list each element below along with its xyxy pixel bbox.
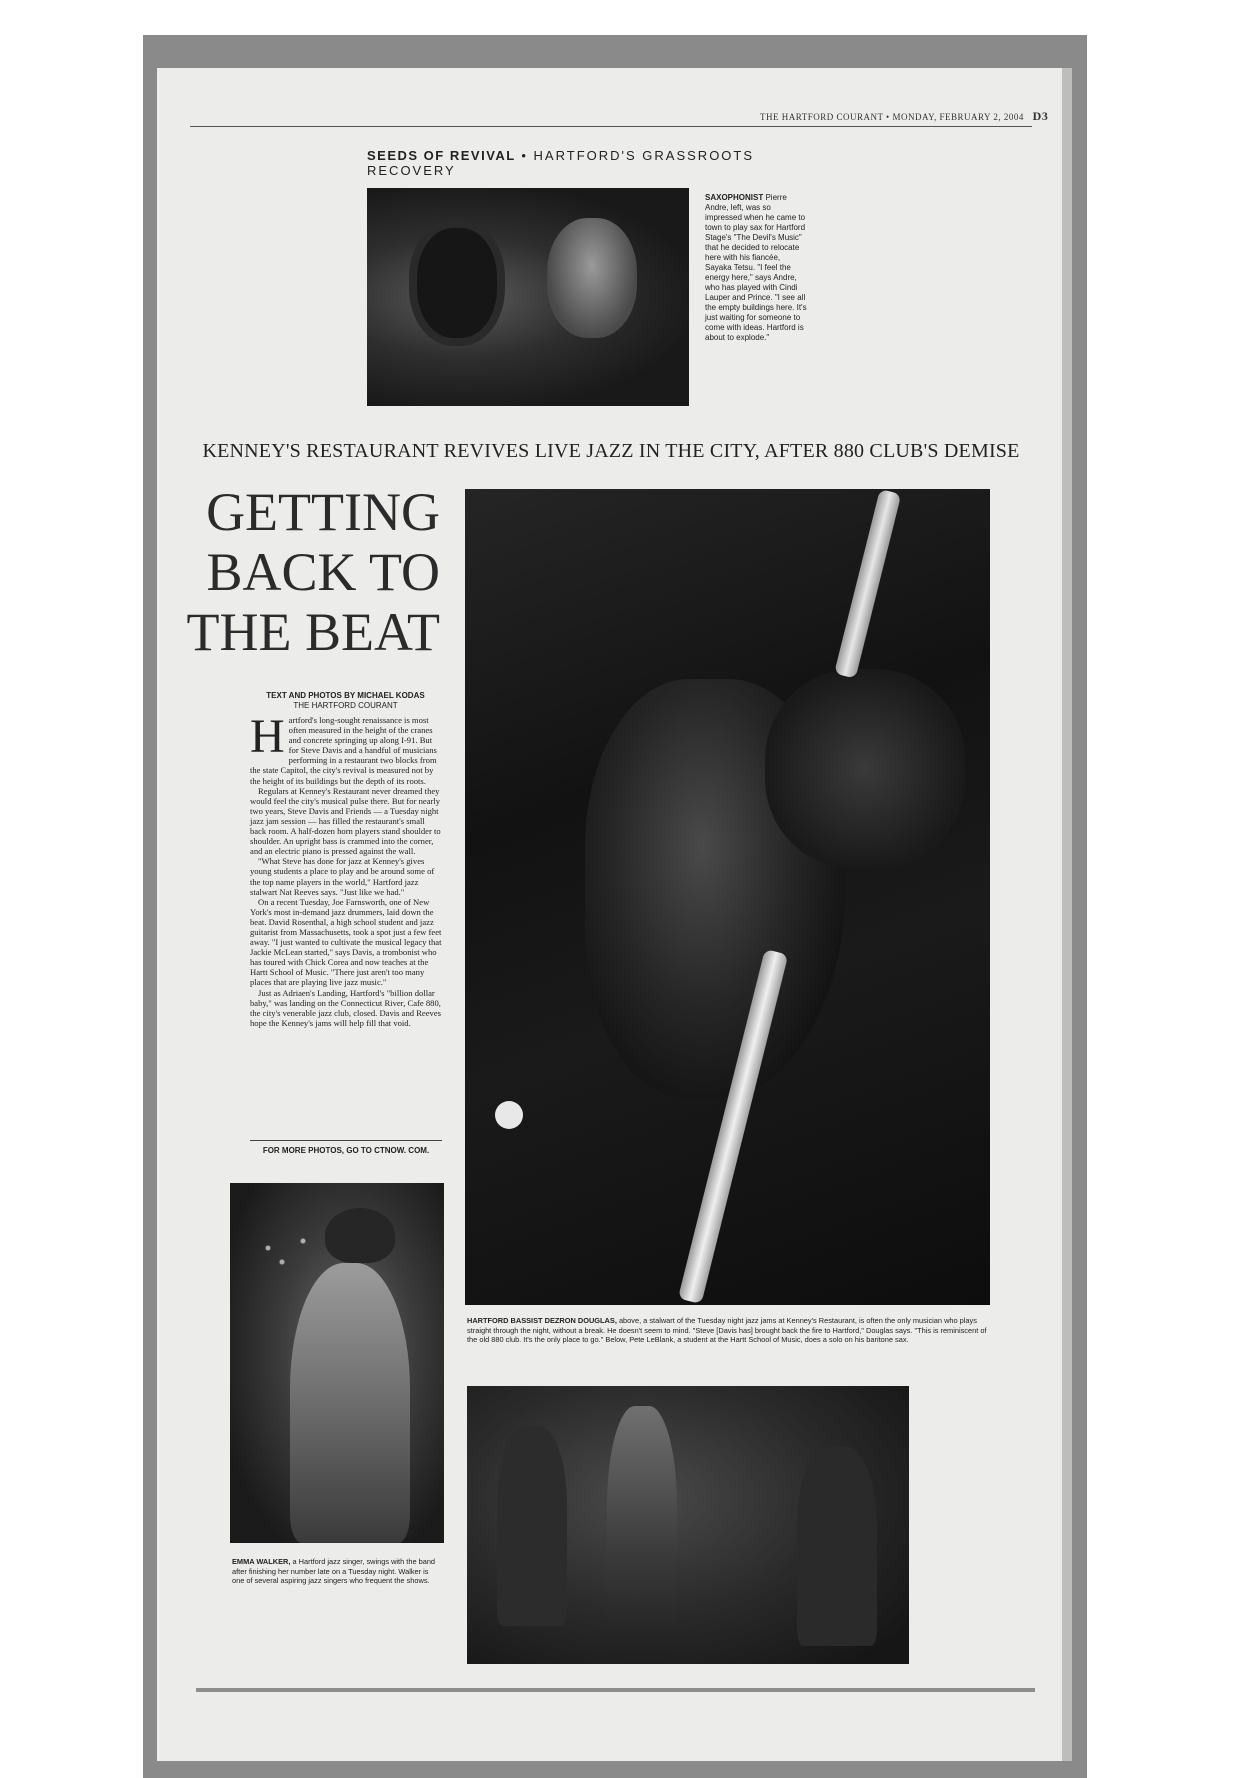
musician-right (797, 1446, 877, 1646)
byline-affiliation: THE HARTFORD COURANT (293, 701, 398, 710)
bassist-caption (467, 1316, 987, 1345)
caption-lead: HARTFORD BASSIST DEZRON DOUGLAS, (467, 1316, 617, 1325)
article-paragraph: "What Steve has done for jazz at Kenney's gives young students a place to play and be around some of the top name players in the world," Hartford jazz stalwart Nat Reeves says. "Just like we had." (250, 856, 435, 897)
bass-bow-upper (834, 489, 901, 679)
baritone-sax-player (607, 1406, 677, 1656)
page-edge-shadow (1062, 68, 1072, 1761)
singer-caption (232, 1557, 442, 1586)
caption-text: Pierre Andre, left, was so impressed when he came to town to play sax for Hartford Stage's "The Devil's Music" that he decided to relocate here with his fiancée, Sayaka Tetsu. "I feel the energy here," says Andre, who has played with Cindi Lauper and Prince. "I see all the empty buildings here. It's just waiting for someone to come with ideas. Hartford is about to explode." (705, 193, 807, 342)
article-body (250, 710, 442, 1028)
caption-lead: EMMA WALKER, (232, 1557, 291, 1566)
kicker-separator: • (521, 148, 528, 163)
folio-text: THE HARTFORD COURANT • MONDAY, FEBRUARY 2, 2004 (760, 112, 1024, 122)
more-photos-rule (250, 1140, 442, 1141)
article-paragraph: On a recent Tuesday, Joe Farnsworth, one of New York's most in-demand jazz drummers, laid down the beat. David Rosenthal, a high school student and jazz guitarist from Massachusetts, took a spot just a few feet away. "I just wanted to cultivate the musical legacy that Jackie McLean started," says Davis, a trombonist who has toured with Chick Corea and now teaches at the Hartt School of Music. "There just aren't too many places that are playing live jazz music." (250, 896, 442, 988)
more-photos-link[interactable]: FOR MORE PHOTOS, GO TO CTNOW. COM. (262, 1146, 430, 1155)
headline-line-1: GETTING (206, 482, 440, 542)
paragraph-text: artford's long-sought renaissance is most often measured in the height of the cranes and concrete springing up along I-91. But for Steve Davis and a handful of musicians performing in a restaurant two blocks from the state Capitol, the city's revival is measured not by the height of its buildings but the depth of its roots. (250, 715, 437, 786)
singer-hat (325, 1208, 395, 1263)
bottom-rule (196, 1688, 1035, 1692)
headline (185, 482, 440, 662)
light-spot (495, 1101, 523, 1129)
band-photo (467, 1386, 909, 1664)
caption-text: above, a stalwart of the Tuesday night jazz jams at Kenney's Restaurant, is often the only musician who plays straight through the night, without a break. He doesn't seem to mind. "Steve [Davis has] brought back the fire to Hartford," Douglas says. "This is reminiscent of the old 880 club. It's the only place to go." Below, Pete LeBlank, a student at the Hartt School of Music, does a solo on his baritone sax. (467, 1316, 987, 1344)
deck-headline: KENNEY'S RESTAURANT REVIVES LIVE JAZZ IN THE CITY, AFTER 880 CLUB'S DEMISE (202, 440, 1020, 462)
caption-lead: SAXOPHONIST (705, 193, 764, 202)
bassist-hand (765, 669, 965, 869)
saxophonist-photo (367, 188, 689, 406)
section-kicker (367, 148, 837, 178)
article-paragraph (250, 710, 442, 786)
singer-figure (290, 1263, 410, 1543)
article-paragraph: Regulars at Kenney's Restaurant never dreamed they would feel the city's musical pulse there. But for nearly two years, Steve Davis and Friends — a Tuesday night jazz jam session — has filled the restaurant's small back room. A half-dozen horn players stand shoulder to shoulder. An upright bass is crammed into the corner, and an electric piano is pressed against the wall. (250, 785, 441, 857)
drop-cap: H (250, 710, 285, 763)
article-paragraph: Just as Adriaen's Landing, Hartford's "billion dollar baby," was landing on the Connecticut River, Cafe 880, the city's venerable jazz club, closed. Davis and Reeves hope the Kenney's jams will help fill that void. (250, 987, 442, 1028)
byline (258, 691, 433, 711)
bassist-photo (465, 489, 990, 1305)
musician-left (497, 1426, 567, 1626)
headline-line-3: THE BEAT (186, 602, 440, 662)
folio-line (760, 109, 1048, 124)
saxophonist-caption (705, 193, 808, 343)
kicker-section: SEEDS OF REVIVAL (367, 148, 516, 163)
folio-rule (190, 126, 1032, 127)
page-number: D3 (1032, 109, 1049, 123)
kicker-subtitle: HARTFORD'S GRASSROOTS RECOVERY (367, 148, 755, 178)
caption-text: a Hartford jazz singer, swings with the band after finishing her number late on a Tuesday night. Walker is one of several aspiring jazz singers who frequent the shows. (232, 1557, 436, 1585)
headline-line-2: BACK TO (206, 542, 440, 602)
byline-credit: TEXT AND PHOTOS BY MICHAEL KODAS (266, 691, 425, 700)
singer-photo (230, 1183, 444, 1543)
